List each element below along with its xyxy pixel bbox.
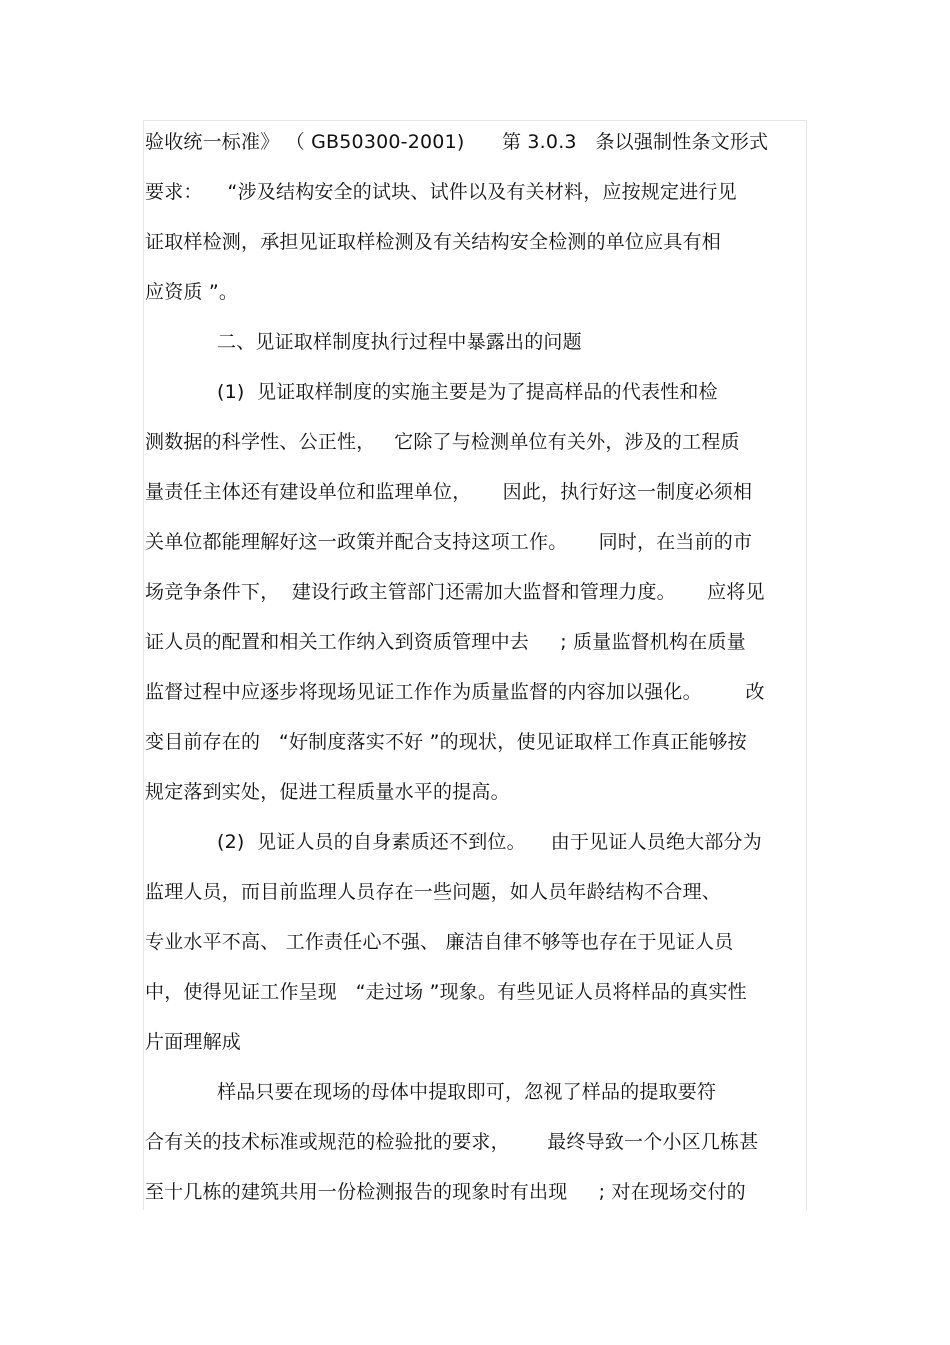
text-line: 量责任主体还有建设单位和监理单位， 因此，执行好这一制度必须相 bbox=[145, 481, 753, 503]
text-line: 证人员的配置和相关工作纳入到资质管理中去 ; 质量监督机构在质量 bbox=[145, 631, 746, 653]
text-line: 合有关的技术标准或规范的检验批的要求， 最终导致一个小区几栋甚 bbox=[145, 1131, 759, 1153]
text-line: 专业水平不高、 工作责任心不强、 廉洁自律不够等也存在于见证人员 bbox=[145, 931, 734, 953]
section-heading: 二、见证取样制度执行过程中暴露出的问题 bbox=[217, 331, 582, 353]
text-line: 应资质 ”。 bbox=[145, 281, 239, 303]
text-line: 验收统一标准》 （ GB50300-2001) 第 3.0.3 条以强制性条文形式 bbox=[145, 131, 769, 153]
text-line: 变目前存在的 “好制度落实不好 ”的现状，使见证取样工作真正能够按 bbox=[145, 731, 747, 753]
text-line: 测数据的科学性、公正性， 它除了与检测单位有关外，涉及的工程质 bbox=[145, 431, 740, 453]
page-frame bbox=[143, 120, 807, 1210]
text-line: (1) 见证取样制度的实施主要是为了提高样品的代表性和检 bbox=[217, 381, 718, 403]
text-line: 中，使得见证工作呈现 “走过场 ”现象。有些见证人员将样品的真实性 bbox=[145, 981, 747, 1003]
text-line: (2) 见证人员的自身素质还不到位。 由于见证人员绝大部分为 bbox=[217, 831, 762, 853]
text-line: 至十几栋的建筑共用一份检测报告的现象时有出现 ; 对在现场交付的 bbox=[145, 1181, 746, 1203]
text-line: 样品只要在现场的母体中提取即可，忽视了样品的提取要符 bbox=[217, 1081, 717, 1103]
text-line: 场竞争条件下， 建设行政主管部门还需加大监督和管理力度。 应将见 bbox=[145, 581, 765, 603]
text-line: 监理人员，而目前监理人员存在一些问题，如人员年龄结构不合理、 bbox=[145, 881, 722, 903]
text-line: 关单位都能理解好这一政策并配合支持这项工作。 同时，在当前的市 bbox=[145, 531, 753, 553]
text-line: 证取样检测，承担见证取样检测及有关结构安全检测的单位应具有相 bbox=[145, 231, 722, 253]
text-line: 监督过程中应逐步将现场见证工作作为质量监督的内容加以强化。 改 bbox=[145, 681, 765, 703]
text-line: 要求： “涉及结构安全的试块、试件以及有关材料，应按规定进行见 bbox=[145, 181, 737, 203]
text-line: 规定落到实处，促进工程质量水平的提高。 bbox=[145, 781, 510, 803]
text-line: 片面理解成 bbox=[145, 1031, 242, 1053]
